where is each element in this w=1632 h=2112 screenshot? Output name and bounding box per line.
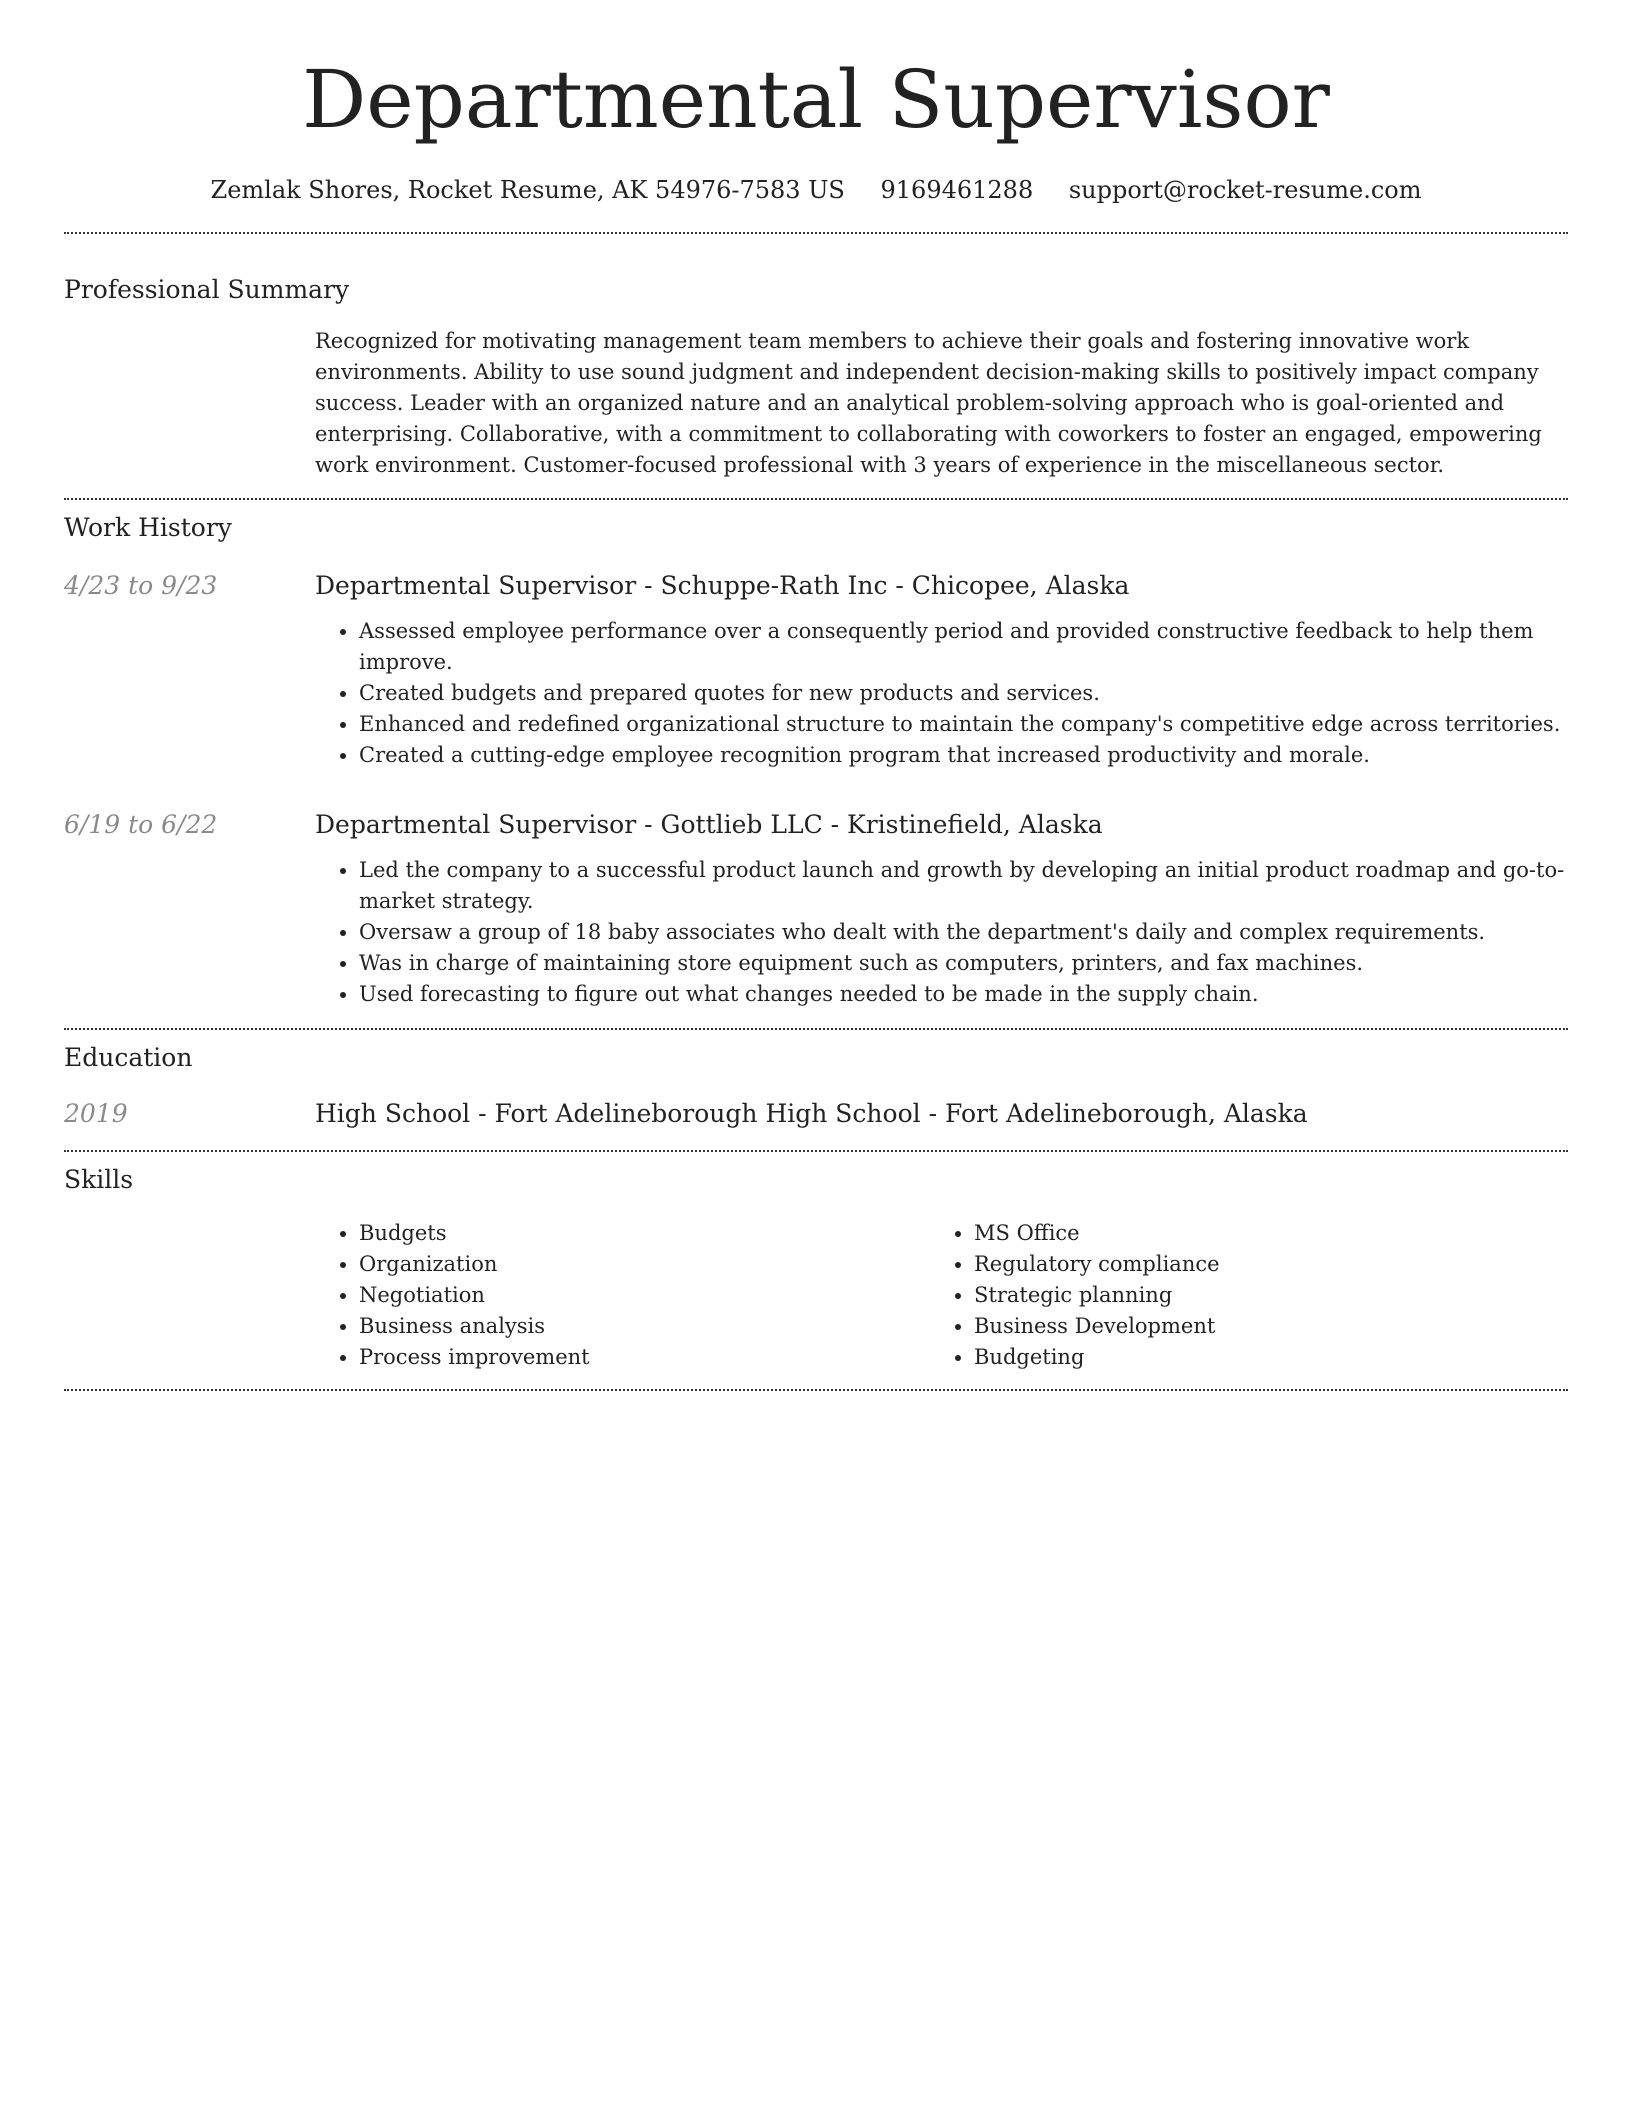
contact-address: Zemlak Shores, Rocket Resume, AK 54976-7583 US bbox=[210, 176, 845, 204]
work-history-heading: Work History bbox=[64, 513, 232, 542]
contact-email: support@rocket-resume.com bbox=[1068, 176, 1422, 204]
job-bullet: • Created a cutting-edge employee recognition program that increased productivity and morale. bbox=[359, 740, 1568, 771]
summary-text: Recognized for motivating management team members to achieve their goals and fostering innovative work environments. Ability to use sound judgment and independent decision-making skills to positively impact company success. Leader with an organized nature and an analytical problem-solving approach who is goal-oriented and enterprising. Collaborative, with a commitment to collaborating with coworkers to foster an engaged, empowering work environment. Customer-focused professional with 3 years of experience in the miscellaneous sector. bbox=[315, 329, 1542, 477]
skill-item: • Negotiation bbox=[359, 1280, 930, 1311]
job-bullet: • Created budgets and prepared quotes for new products and services. bbox=[359, 678, 1568, 709]
job-bullets bbox=[315, 616, 1568, 771]
resume-name: Departmental Supervisor bbox=[302, 53, 1330, 146]
job-bullet: • Used forecasting to figure out what changes needed to be made in the supply chain. bbox=[359, 979, 1568, 1010]
skill-item: • Business analysis bbox=[359, 1311, 930, 1342]
job-dates: 4/23 to 9/23 bbox=[64, 571, 218, 600]
skill-item: • Budgeting bbox=[974, 1342, 1545, 1373]
skill-item: • Business Development bbox=[974, 1311, 1545, 1342]
divider bbox=[64, 498, 1568, 500]
skill-item: • Budgets bbox=[359, 1218, 930, 1249]
skills-column-left bbox=[315, 1218, 930, 1373]
skills-column-right bbox=[930, 1218, 1545, 1373]
education-school: - Fort Adelineborough High School - Fort Adelineborough, Alaska bbox=[470, 1099, 1308, 1128]
contact-line bbox=[64, 170, 1568, 210]
job-role: Departmental Supervisor bbox=[315, 810, 637, 839]
skill-item: • MS Office bbox=[974, 1218, 1545, 1249]
divider bbox=[64, 232, 1568, 234]
divider bbox=[64, 1028, 1568, 1030]
skill-item: • Strategic planning bbox=[974, 1280, 1545, 1311]
education-degree: High School bbox=[315, 1099, 471, 1128]
divider bbox=[64, 1389, 1568, 1391]
education-heading: Education bbox=[64, 1043, 193, 1072]
skills-list bbox=[315, 1218, 1568, 1373]
resume-page bbox=[64, 0, 1568, 1391]
job-bullet: • Was in charge of maintaining store equipment such as computers, printers, and fax machines. bbox=[359, 948, 1568, 979]
job-role: Departmental Supervisor bbox=[315, 571, 637, 600]
job-heading bbox=[315, 807, 1568, 843]
job-bullet: • Enhanced and redefined organizational structure to maintain the company's competitive edge across territories. bbox=[359, 709, 1568, 740]
job-entry bbox=[64, 568, 1568, 771]
skill-item: • Process improvement bbox=[359, 1342, 930, 1373]
job-bullet: • Oversaw a group of 18 baby associates who dealt with the department's daily and complex requirements. bbox=[359, 917, 1568, 948]
job-dates: 6/19 to 6/22 bbox=[64, 810, 218, 839]
summary-heading: Professional Summary bbox=[64, 275, 350, 304]
divider bbox=[64, 1150, 1568, 1152]
skill-item: • Organization bbox=[359, 1249, 930, 1280]
contact-phone: 9169461288 bbox=[880, 176, 1034, 204]
education-entry bbox=[64, 1096, 1568, 1132]
job-bullet: • Led the company to a successful product launch and growth by developing an initial product roadmap and go-to-market strategy. bbox=[359, 855, 1568, 917]
job-bullets bbox=[315, 855, 1568, 1010]
job-heading bbox=[315, 568, 1568, 604]
job-entry bbox=[64, 807, 1568, 1010]
education-year: 2019 bbox=[64, 1099, 128, 1128]
job-employer: - Schuppe-Rath Inc - Chicopee, Alaska bbox=[636, 571, 1130, 600]
job-employer: - Gottlieb LLC - Kristinefield, Alaska bbox=[636, 810, 1103, 839]
skills-heading: Skills bbox=[64, 1165, 134, 1194]
job-bullet: • Assessed employee performance over a consequently period and provided constructive feedback to help them improve. bbox=[359, 616, 1568, 678]
skill-item: • Regulatory compliance bbox=[974, 1249, 1545, 1280]
education-heading-line bbox=[315, 1096, 1568, 1132]
